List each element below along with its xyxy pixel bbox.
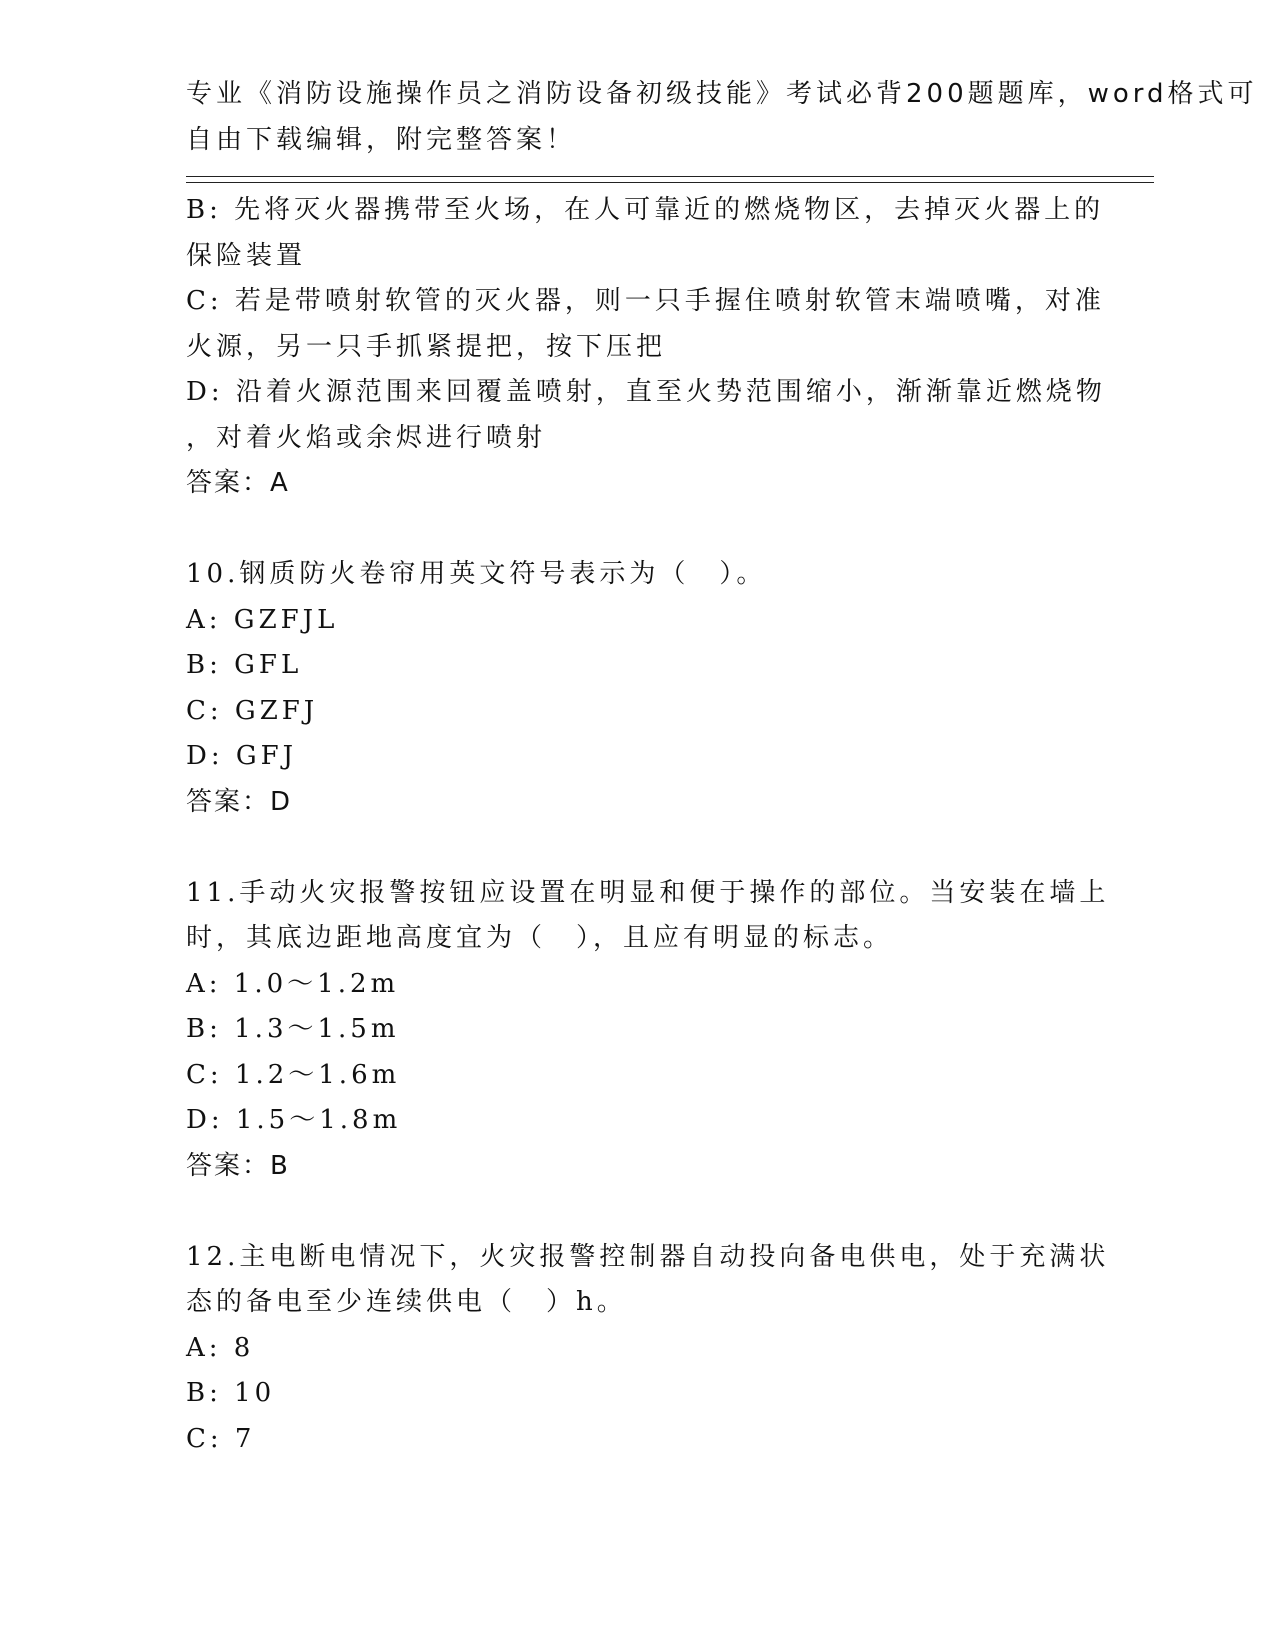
question-10 xyxy=(186,552,1086,825)
q12-option-b: B: 10 xyxy=(186,1378,276,1408)
q12-stem-line-1: 12.主电断电情况下，火灾报警控制器自动投向备电供电，处于充满状 xyxy=(186,1241,1110,1272)
q11-answer: 答案：B xyxy=(186,1150,290,1181)
question-9-remaining-options xyxy=(186,188,1106,507)
q10-option-d: D: GFJ xyxy=(186,741,298,771)
header-divider-top xyxy=(186,176,1154,177)
q9-option-b-line-1: B: 先将灭火器携带至火场，在人可靠近的燃烧物区，去掉灭火器上的 xyxy=(186,195,1105,225)
q9-option-c-line-2: 火源，另一只手抓紧提把，按下压把 xyxy=(186,331,667,362)
q12-option-a: A: 8 xyxy=(186,1332,255,1363)
q10-stem: 10.钢质防火卷帘用英文符号表示为（ ）。 xyxy=(186,559,767,589)
q9-option-c-line-1: C: 若是带喷射软管的灭火器，则一只手握住喷射软管末端喷嘴，对准 xyxy=(186,286,1105,316)
document-header xyxy=(186,72,1258,163)
q11-option-b: B: 1.3～1.5m xyxy=(186,1014,400,1044)
q10-option-b: B: GFL xyxy=(186,650,303,680)
q9-answer: 答案：A xyxy=(186,468,290,498)
q11-option-c: C: 1.2～1.6m xyxy=(186,1059,401,1090)
q10-option-c: C: GZFJ xyxy=(186,695,319,726)
question-12 xyxy=(186,1235,1110,1463)
q12-option-c: C: 7 xyxy=(186,1423,256,1454)
question-gap xyxy=(186,825,1086,871)
q9-option-d-line-1: D: 沿着火源范围来回覆盖喷射，直至火势范围缩小，渐渐靠近燃烧物 xyxy=(186,377,1106,407)
header-line-1: 专业《消防设施操作员之消防设备初级技能》考试必背200题题库，word格式可 xyxy=(186,79,1258,109)
question-gap xyxy=(186,1189,1086,1235)
question-content xyxy=(186,188,1110,1462)
question-11 xyxy=(186,871,1110,1190)
q9-option-b-line-2: 保险装置 xyxy=(186,240,307,271)
q11-option-d: D: 1.5～1.8m xyxy=(186,1105,402,1135)
header-line-2: 自由下载编辑，附完整答案！ xyxy=(186,124,577,155)
q11-option-a: A: 1.0～1.2m xyxy=(186,968,400,999)
q10-answer: 答案：D xyxy=(186,786,293,817)
question-gap xyxy=(186,507,1086,553)
q11-stem-line-1: 11.手动火灾报警按钮应设置在明显和便于操作的部位。当安装在墙上 xyxy=(186,877,1110,908)
header-divider-bottom xyxy=(186,182,1154,183)
q9-option-d-line-2: ，对着火焰或余烬进行喷射 xyxy=(186,422,547,453)
q11-stem-line-2: 时，其底边距地高度宜为（ ），且应有明显的标志。 xyxy=(186,923,894,953)
q10-option-a: A: GZFJL xyxy=(186,604,339,635)
q12-stem-line-2: 态的备电至少连续供电（ ）h。 xyxy=(186,1287,627,1317)
